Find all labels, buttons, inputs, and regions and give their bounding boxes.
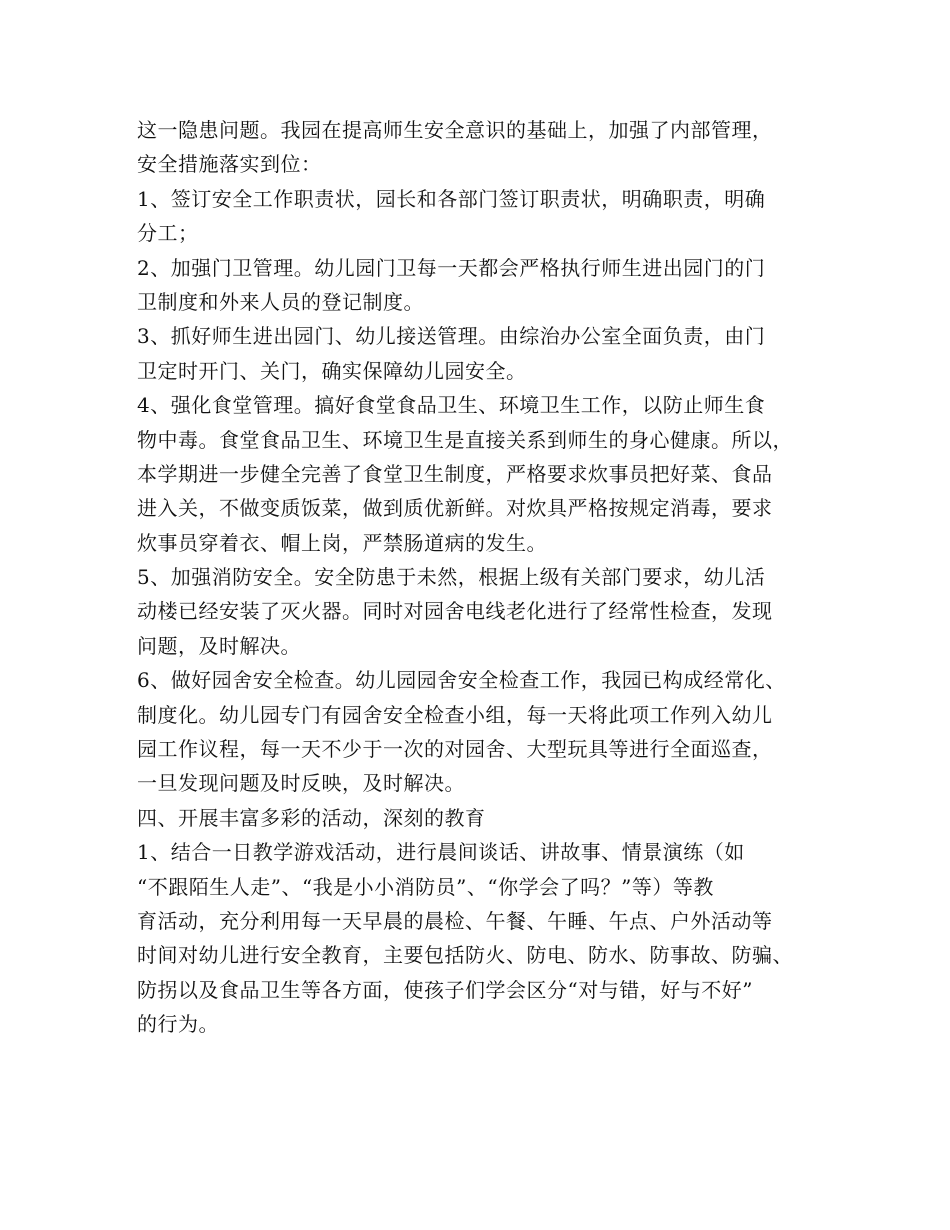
text-line: 3、抓好师生进出园门、幼儿接送管理。由综治办公室全面负责，由门 xyxy=(137,324,766,349)
text-line: 2、加强门卫管理。幼儿园门卫每一天都会严格执行师生进出园门的门 xyxy=(137,255,766,280)
text-line: 一旦发现问题及时反映，及时解决。 xyxy=(137,771,465,796)
text-line: 进入关，不做变质饭菜，做到质优新鲜。对炊具严格按规定消毒，要求 xyxy=(137,496,773,521)
text-line: 的行为。 xyxy=(137,1012,219,1037)
text-line: 本学期进一步健全完善了食堂卫生制度，严格要求炊事员把好菜、食品 xyxy=(137,461,773,486)
text-line: 5、加强消防安全。安全防患于未然，根据上级有关部门要求，幼儿活 xyxy=(137,565,766,590)
text-line: 园工作议程，每一天不少于一次的对园舍、大型玩具等进行全面巡查， xyxy=(137,737,773,762)
text-line: 育活动，充分利用每一天早晨的晨检、午餐、午睡、午点、户外活动等 xyxy=(137,908,773,933)
text-line: 4、强化食堂管理。搞好食堂食品卫生、环境卫生工作，以防止师生食 xyxy=(137,393,766,418)
text-line: 物中毒。食堂食品卫生、环境卫生是直接关系到师生的身心健康。所以， xyxy=(137,427,793,452)
text-line: 安全措施落实到位： xyxy=(137,152,322,177)
text-line: 炊事员穿着衣、帽上岗，严禁肠道病的发生。 xyxy=(137,530,547,555)
document-body xyxy=(137,113,837,1042)
text-line: 动楼已经安装了灭火器。同时对园舍电线老化进行了经常性检查，发现 xyxy=(137,599,773,624)
text-line: 卫制度和外来人员的登记制度。 xyxy=(137,289,424,314)
section-heading: 四、开展丰富多彩的活动，深刻的教育 xyxy=(137,805,486,830)
text-line: 1、结合一日教学游戏活动，进行晨间谈话、讲故事、情景演练（如 xyxy=(137,840,745,865)
text-line: 防拐以及食品卫生等各方面，使孩子们学会区分“对与错，好与不好” xyxy=(137,977,753,1002)
text-line: 6、做好园舍安全检查。幼儿园园舍安全检查工作，我园已构成经常化、 xyxy=(137,668,786,693)
text-line: 1、签订安全工作职责状，园长和各部门签订职责状，明确职责，明确 xyxy=(137,186,766,211)
text-line: 制度化。幼儿园专门有园舍安全检查小组，每一天将此项工作列入幼儿 xyxy=(137,702,773,727)
text-line: 这一隐患问题。我园在提高师生安全意识的基础上，加强了内部管理， xyxy=(137,118,773,142)
text-line: 分工； xyxy=(137,221,199,246)
text-line: “不跟陌生人走”、“我是小小消防员”、“你学会了吗？”等）等教 xyxy=(137,874,714,899)
text-line: 问题，及时解决。 xyxy=(137,633,301,658)
text-line: 时间对幼儿进行安全教育，主要包括防火、防电、防水、防事故、防骗、 xyxy=(137,943,793,968)
text-line: 卫定时开门、关门，确实保障幼儿园安全。 xyxy=(137,358,527,383)
